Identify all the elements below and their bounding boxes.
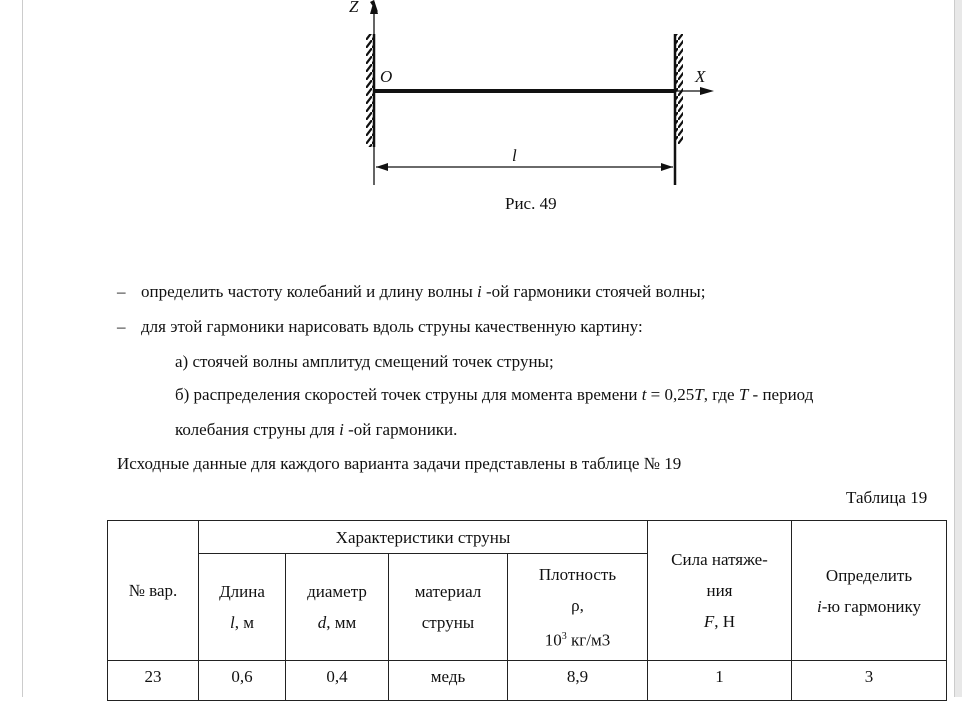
table-row: [108, 661, 947, 701]
cell-var: 23: [108, 661, 199, 701]
var-t: t: [641, 385, 647, 404]
table-label: Таблица 19: [846, 488, 928, 507]
sub-item-b-cont: [175, 420, 457, 440]
text: кг/м3: [566, 630, 611, 650]
text: определить частоту колебаний и длину волны: [141, 282, 478, 301]
text: - период: [748, 385, 814, 404]
text: , где: [703, 385, 739, 404]
exponent: 3: [561, 630, 567, 642]
left-wall-hatch: [366, 34, 373, 147]
text: -ю гармонику: [821, 596, 922, 616]
cell-diameter: 0,4: [286, 661, 389, 701]
cell-density: 8,9: [508, 661, 648, 701]
text: -ой гармоники стоячей волны;: [481, 282, 706, 301]
intro-text: Исходные данные для каждого варианта задачи представлены в таблице № 19: [117, 454, 682, 473]
figure-string-diagram: [330, 0, 730, 200]
header-material: [389, 554, 508, 661]
var-d: d: [317, 613, 327, 632]
header-diameter: [286, 554, 389, 661]
page-left-border: [22, 0, 23, 697]
header-density: [508, 554, 648, 661]
var-i: i: [816, 596, 822, 616]
header-determine: [792, 521, 947, 661]
figure-caption: Рис. 49: [505, 194, 557, 213]
header-length: [199, 554, 286, 661]
var-l: l: [230, 613, 235, 632]
task-item-2: для этой гармоники нарисовать вдоль струны качественную картину:: [141, 317, 643, 336]
bullet-dash: –: [117, 317, 126, 336]
text: Плотность: [538, 564, 617, 584]
text: б) распределения скоростей точек струны для момента времени: [175, 385, 642, 404]
data-table: [107, 520, 947, 701]
text: ния: [706, 581, 733, 600]
text: 10: [544, 630, 562, 650]
x-arrow-icon: [700, 87, 714, 95]
sub-item-a: а) стоячей волны амплитуд смещений точек струны;: [175, 352, 554, 371]
right-wall-hatch: [676, 34, 683, 144]
sub-item-b: [175, 385, 813, 405]
text: струны: [421, 613, 475, 632]
text: , Н: [714, 612, 736, 631]
header-force: [648, 521, 792, 661]
var-i: i: [339, 420, 344, 439]
text: , мм: [326, 613, 357, 632]
length-label: l: [512, 146, 517, 165]
var-T: T: [694, 385, 704, 404]
task-item-1: [141, 282, 705, 302]
var-i: i: [477, 282, 482, 301]
text: Длина: [219, 582, 265, 601]
text: -ой гармоники.: [343, 420, 458, 439]
text: материал: [414, 582, 482, 601]
scrollbar-track[interactable]: [954, 0, 962, 697]
text: Определить: [825, 565, 913, 585]
var-F: F: [703, 612, 715, 631]
var-T: T: [738, 385, 749, 404]
text: = 0,25: [646, 385, 695, 404]
bullet-dash: –: [117, 282, 126, 301]
text: , м: [234, 613, 254, 632]
origin-label: O: [380, 67, 393, 86]
text: Сила натяже-: [671, 550, 768, 569]
header-group: Характеристики струны: [199, 521, 648, 554]
axis-z-label: Z: [349, 0, 359, 16]
cell-harmonic: 3: [792, 661, 947, 701]
text: ρ,: [571, 595, 584, 615]
text: диаметр: [307, 582, 367, 601]
cell-length: 0,6: [199, 661, 286, 701]
cell-force: 1: [648, 661, 792, 701]
header-var: № вар.: [108, 521, 199, 661]
text: колебания струны для: [175, 420, 340, 439]
axis-x-label: X: [695, 67, 706, 86]
cell-material: медь: [389, 661, 508, 701]
